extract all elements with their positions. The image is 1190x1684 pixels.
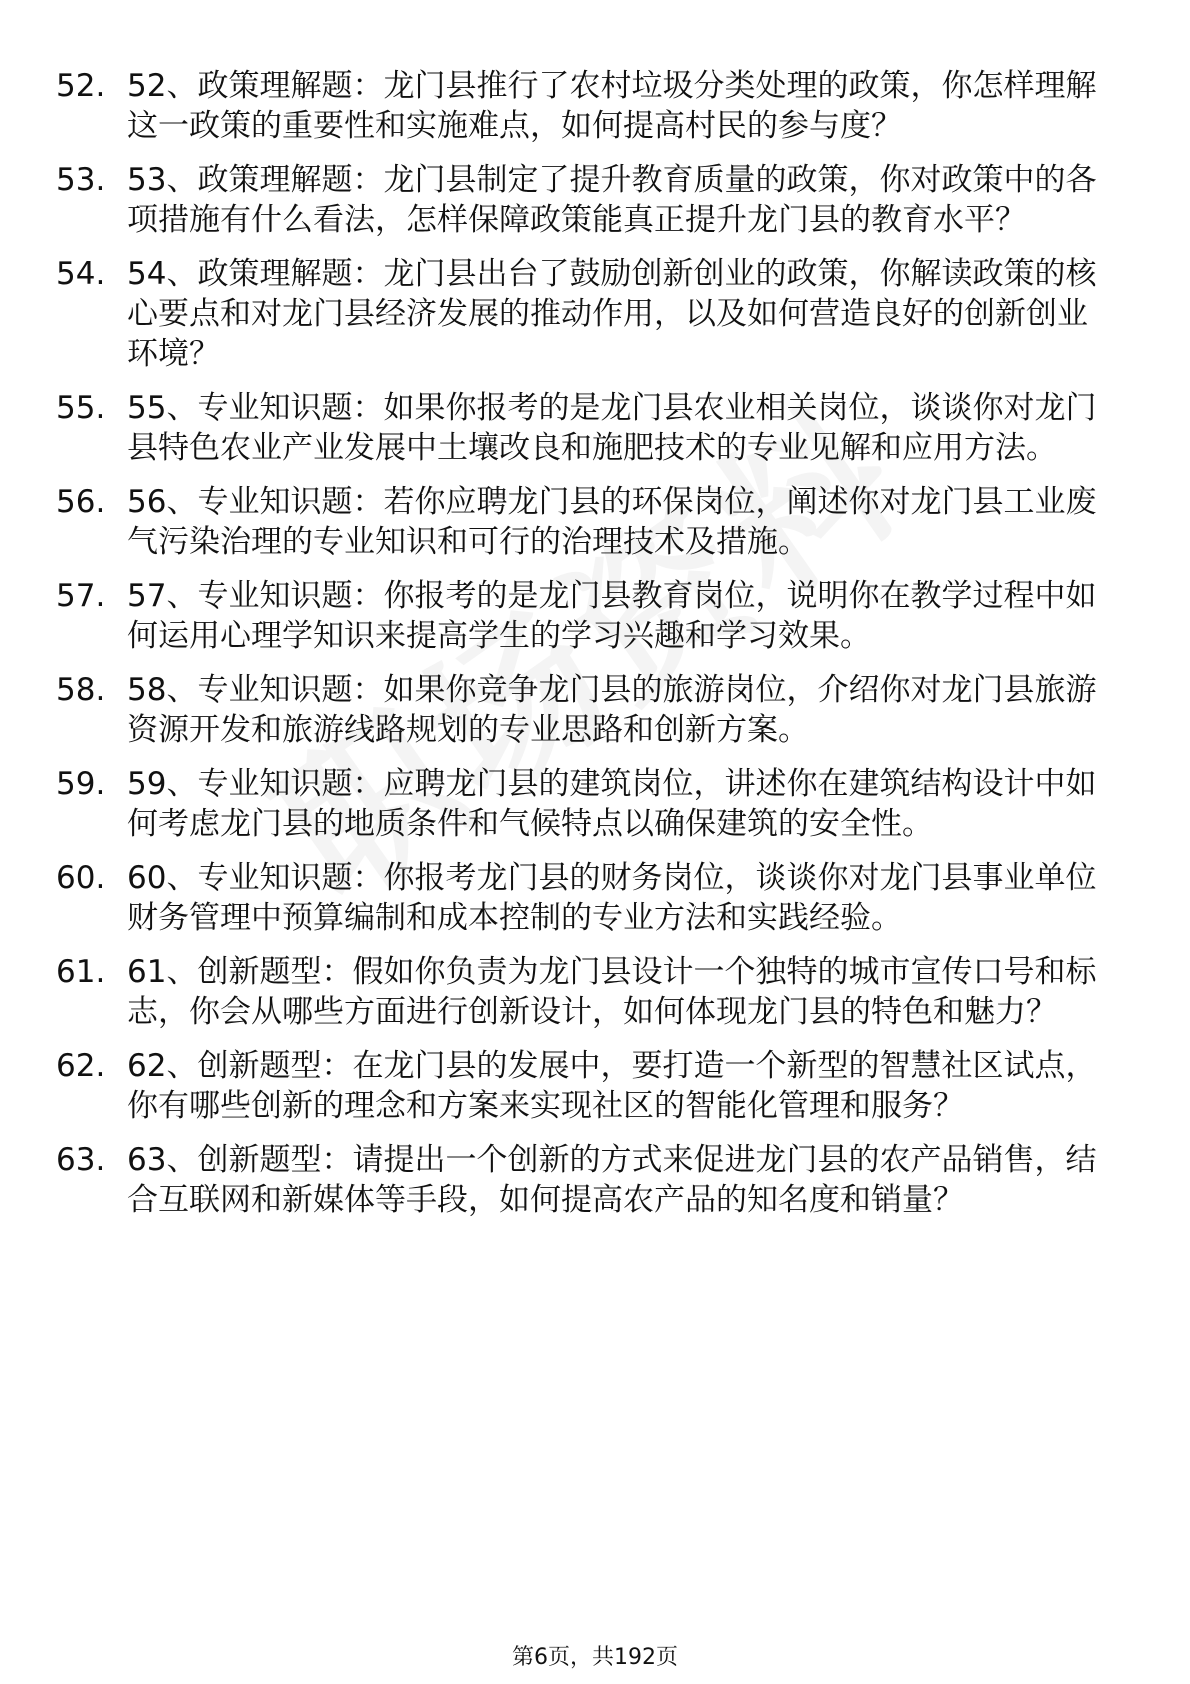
question-text: 52、政策理解题：龙门县推行了农村垃圾分类处理的政策，你怎样理解这一政策的重要性和实施难点，如何提高村民的参与度？: [127, 68, 1097, 144]
list-item: [0, 482, 1190, 562]
question-number: 58.: [56, 672, 106, 708]
question-text: 58、专业知识题：如果你竞争龙门县的旅游岗位，介绍你对龙门县旅游资源开发和旅游线路规划的专业思路和创新方案。: [127, 672, 1097, 748]
question-number: 60.: [56, 860, 106, 896]
question-text: 53、政策理解题：龙门县制定了提升教育质量的政策，你对政策中的各项措施有什么看法，怎样保障政策能真正提升龙门县的教育水平？: [127, 162, 1097, 238]
question-text: 60、专业知识题：你报考龙门县的财务岗位，谈谈你对龙门县事业单位财务管理中预算编制和成本控制的专业方法和实践经验。: [127, 860, 1097, 936]
list-item: [0, 576, 1190, 656]
question-number: 55.: [56, 390, 106, 426]
question-number: 52.: [56, 68, 106, 104]
question-text: 55、专业知识题：如果你报考的是龙门县农业相关岗位，谈谈你对龙门县特色农业产业发展中土壤改良和施肥技术的专业见解和应用方法。: [127, 390, 1097, 466]
question-text: 59、专业知识题：应聘龙门县的建筑岗位，讲述你在建筑结构设计中如何考虑龙门县的地质条件和气候特点以确保建筑的安全性。: [127, 766, 1097, 842]
page-number: 第6页，共192页: [512, 1645, 678, 1670]
question-number: 63.: [56, 1142, 106, 1178]
question-number: 54.: [56, 256, 106, 292]
question-text: 61、创新题型：假如你负责为龙门县设计一个独特的城市宣传口号和标志，你会从哪些方面进行创新设计，如何体现龙门县的特色和魅力？: [127, 954, 1097, 1030]
question-number: 56.: [56, 484, 106, 520]
question-number: 59.: [56, 766, 106, 802]
list-item: [0, 858, 1190, 938]
list-item: [0, 1046, 1190, 1126]
list-item: [0, 388, 1190, 468]
question-text: 63、创新题型：请提出一个创新的方式来促进龙门县的农产品销售，结合互联网和新媒体等手段，如何提高农产品的知名度和销量？: [127, 1142, 1097, 1218]
list-item: [0, 66, 1190, 146]
question-text: 57、专业知识题：你报考的是龙门县教育岗位，说明你在教学过程中如何运用心理学知识来提高学生的学习兴趣和学习效果。: [127, 578, 1097, 654]
list-item: [0, 160, 1190, 240]
list-item: [0, 670, 1190, 750]
question-number: 53.: [56, 162, 106, 198]
question-number: 61.: [56, 954, 106, 990]
list-item: [0, 254, 1190, 374]
question-text: 54、政策理解题：龙门县出台了鼓励创新创业的政策，你解读政策的核心要点和对龙门县经济发展的推动作用，以及如何营造良好的创新创业环境？: [127, 256, 1097, 372]
question-text: 62、创新题型：在龙门县的发展中，要打造一个新型的智慧社区试点，你有哪些创新的理念和方案来实现社区的智能化管理和服务？: [127, 1048, 1097, 1124]
page-footer: [0, 1644, 1190, 1672]
question-number: 62.: [56, 1048, 106, 1084]
list-item: [0, 764, 1190, 844]
question-number: 57.: [56, 578, 106, 614]
list-item: [0, 952, 1190, 1032]
question-list: [0, 66, 1190, 1234]
question-text: 56、专业知识题：若你应聘龙门县的环保岗位，阐述你对龙门县工业废气污染治理的专业知识和可行的治理技术及措施。: [127, 484, 1097, 560]
list-item: [0, 1140, 1190, 1220]
